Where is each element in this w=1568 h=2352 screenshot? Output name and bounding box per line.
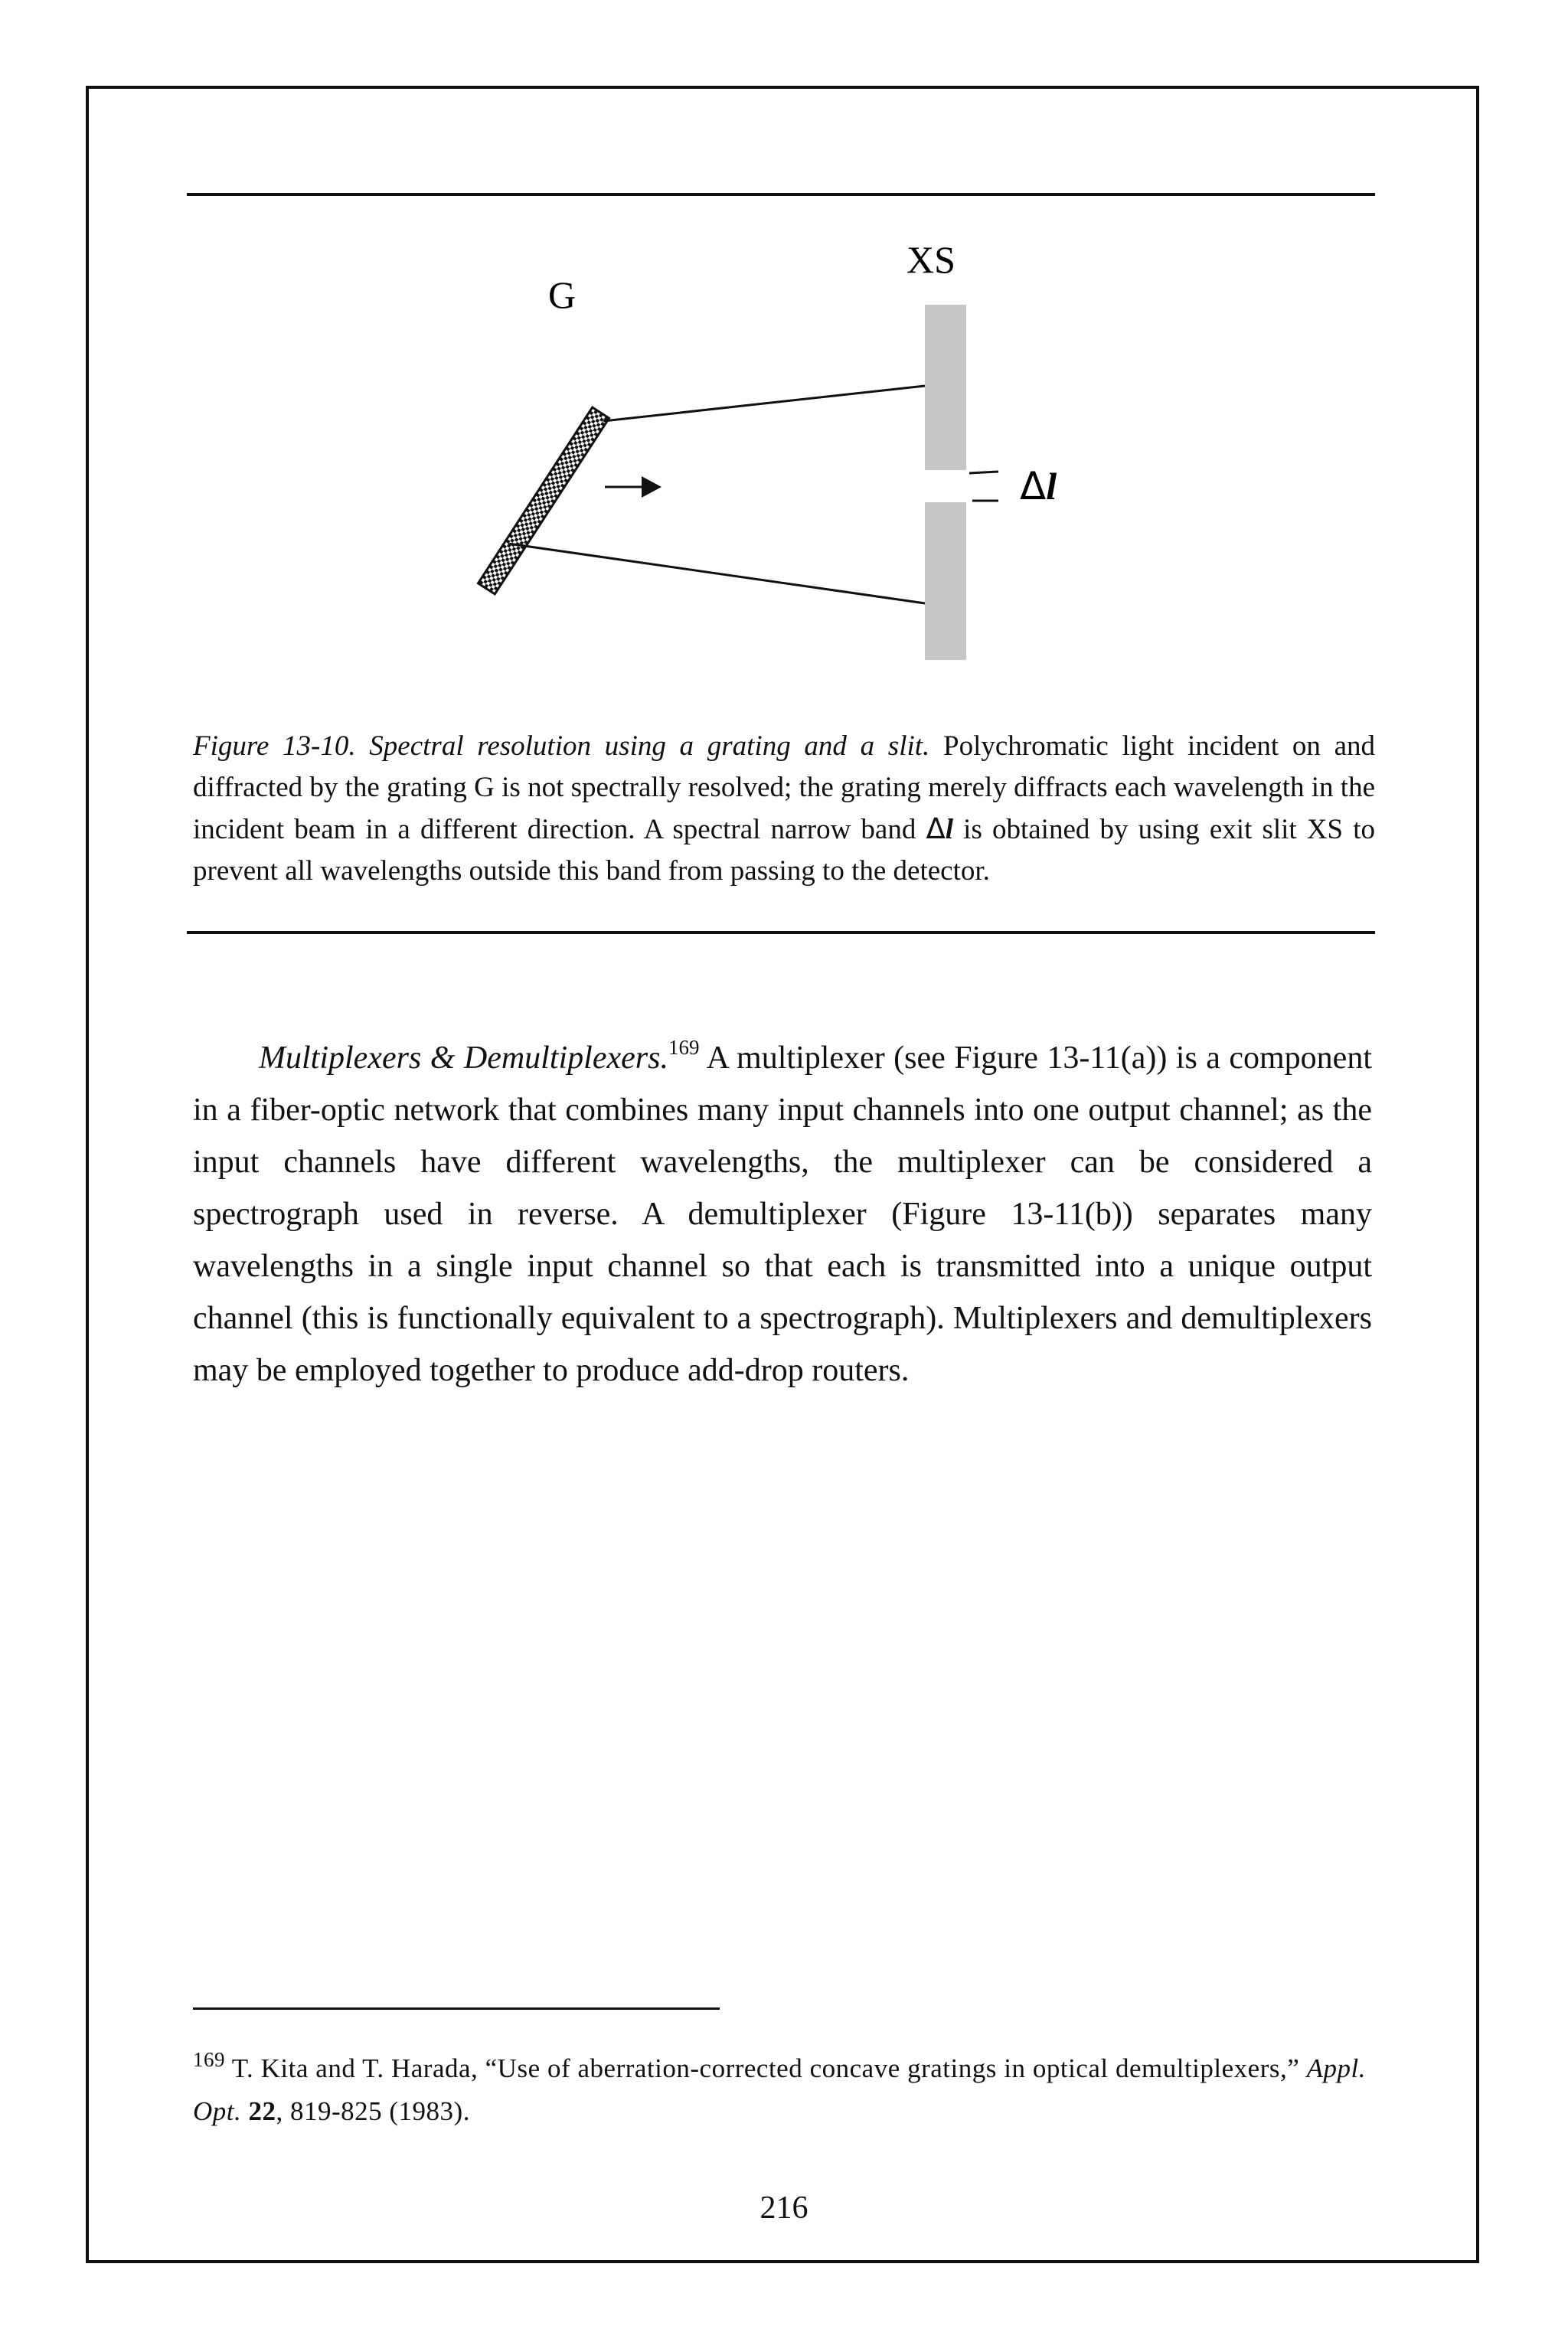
paragraph-heading: Multiplexers & Demultiplexers. <box>259 1040 668 1076</box>
upper-ray <box>603 386 925 421</box>
grating-label: G <box>547 273 577 316</box>
figure-top-rule <box>187 193 1375 196</box>
slit-lower-jaw <box>925 502 966 660</box>
grating <box>478 407 609 594</box>
footnote-number: 169 <box>193 2048 225 2071</box>
figure-caption <box>193 726 1375 892</box>
footnote-volume: 22 <box>248 2096 276 2126</box>
footnote-reference[interactable]: 169 <box>668 1036 700 1059</box>
footnote-separator <box>193 2007 720 2010</box>
caption-delta: Δ <box>926 812 946 845</box>
lower-ray <box>508 544 925 603</box>
page-number: 216 <box>760 2190 808 2226</box>
caption-delta-symbol <box>926 812 953 845</box>
paragraph-text: A multiplexer (see Figure 13-11(a)) is a component in a fiber-optic network that combines many input channels into one output channel; as the input channels have different wavelengths, the multiplexer can be considered a spectrograph used in reverse. A demultiplexer (Figure 13-11(b)) separates many wavelengths in a single input channel so that each is transmitted into a unique output channel (this is functionally equivalent to a spectrograph). Multiplexers and demultiplexers may be employed together to produce add-drop routers. <box>193 1040 1372 1388</box>
caption-lead: Figure 13-10. Spectral resolution using a grating and a slit. <box>193 730 930 762</box>
slit-label: XS <box>906 238 956 281</box>
band-label <box>1020 464 1057 508</box>
footnote-space <box>241 2096 248 2126</box>
caption-text-2: is obtained by using exit slit XS to prevent all wavelengths outside this band from passing to the detector. <box>193 814 1376 887</box>
body-paragraph <box>193 1032 1372 1396</box>
footnote-journal: Appl. Opt. <box>193 2053 1366 2126</box>
band-label-var: l <box>1046 465 1057 508</box>
band-label-delta: Δ <box>1020 464 1047 508</box>
paragraph-multiplexers <box>193 1032 1372 1396</box>
figure-grating-slit <box>429 230 1118 689</box>
caption-delta-var: l <box>945 814 954 845</box>
arrow-right-icon <box>605 476 662 498</box>
caption-text-1: Polychromatic light incident on and diffracted by the grating G is not spectrally resolved; the grating merely diffracts each wavelength in the incident beam in a different direction. A spectral narrow band <box>193 730 1376 845</box>
slit-upper-jaw <box>925 305 966 470</box>
footnote <box>193 2047 1366 2133</box>
figure-bottom-rule <box>187 931 1375 934</box>
footnote-text-1: T. Kita and T. Harada, “Use of aberration-corrected concave gratings in optical demultiplexers,” <box>225 2053 1307 2083</box>
footnote-text-2: , 819-825 (1983). <box>276 2096 470 2126</box>
band-mark-top <box>969 472 998 473</box>
